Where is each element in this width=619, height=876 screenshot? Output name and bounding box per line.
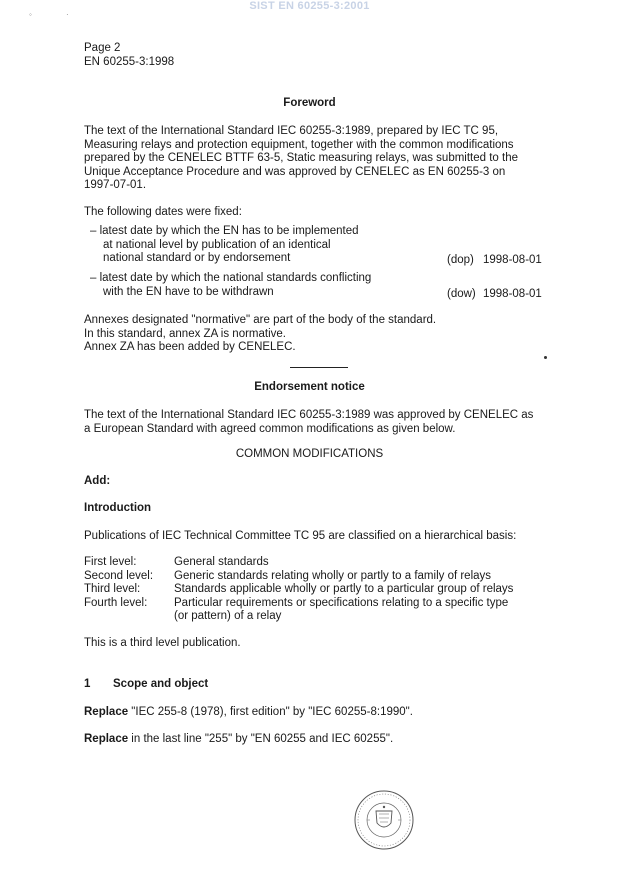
level-text: Standards applicable wholly or partly to a particular group of relays — [174, 583, 514, 595]
section-divider — [290, 367, 348, 368]
level-label: Third level: — [84, 583, 141, 595]
official-seal-stamp — [353, 789, 415, 851]
level-label: Fourth level: — [84, 596, 148, 609]
foreword-line: The text of the International Standard IEC 60255-3:1989, prepared by IEC TC 95, — [84, 125, 499, 137]
date-item-line: national standard or by endorsement — [103, 252, 291, 264]
annex-line: Annexes designated "normative" are part of the body of the standard. — [84, 314, 437, 326]
level-label: First level: — [84, 556, 137, 568]
intro-text: Publications of IEC Technical Committee TC 95 are classified on a hierarchical basis: — [84, 530, 517, 542]
date-item-line: at national level by publication of an identical — [103, 238, 331, 251]
replace-instruction — [84, 733, 393, 747]
section-title: Scope and object — [113, 678, 209, 690]
replace-instruction — [84, 706, 413, 720]
replace-text: "IEC 255-8 (1978), first edition" by "IEC 60255-8:1990". — [128, 706, 413, 718]
level-text: (or pattern) of a relay — [174, 610, 282, 622]
endorsement-line: a European Standard with agreed common modifications as given below. — [84, 422, 456, 435]
foreword-heading: Foreword — [283, 97, 336, 109]
annex-line: Annex ZA has been added by CENELEC. — [84, 341, 296, 353]
date-value: 1998-08-01 — [483, 288, 542, 300]
page-number: Page 2 — [84, 42, 121, 54]
endorsement-line: The text of the International Standard IEC 60255-3:1989 was approved by CENELEC as — [84, 409, 534, 421]
date-code: (dow) — [447, 288, 476, 300]
replace-verb: Replace — [84, 706, 129, 718]
scan-speck: · — [66, 10, 69, 19]
level-text: Particular requirements or specifications relating to a specific type — [174, 596, 509, 609]
level-text: Generic standards relating wholly or partly to a family of relays — [174, 569, 492, 582]
replace-verb: Replace — [84, 733, 129, 745]
foreword-line: 1997-07-01. — [84, 179, 147, 191]
date-item-line: – latest date by which the national standards conflicting — [90, 272, 372, 284]
annex-line: In this standard, annex ZA is normative. — [84, 327, 286, 340]
foreword-line: Unique Acceptance Procedure and was approved by CENELEC as EN 60255-3 on — [84, 165, 506, 178]
foreword-line: prepared by the CENELEC BTTF 63-5, Static measuring relays, was submitted to the — [84, 152, 518, 164]
watermark: SIST EN 60255-3:2001 — [249, 0, 370, 12]
date-value: 1998-08-01 — [483, 254, 542, 266]
dates-intro: The following dates were fixed: — [84, 206, 242, 218]
foreword-line: Measuring relays and protection equipment, together with the common modifications — [84, 138, 514, 151]
date-item-line: with the EN have to be withdrawn — [103, 286, 274, 298]
endorsement-heading: Endorsement notice — [254, 381, 365, 393]
scan-speck — [544, 356, 547, 359]
third-level-note: This is a third level publication. — [84, 637, 241, 649]
level-label: Second level: — [84, 569, 154, 582]
standard-id: EN 60255-3:1998 — [84, 56, 175, 68]
level-text: General standards — [174, 556, 269, 568]
scan-speck: ◦ — [29, 10, 32, 19]
add-label: Add: — [84, 475, 111, 487]
section-number: 1 — [84, 678, 91, 690]
date-item-line: – latest date by which the EN has to be implemented — [90, 225, 359, 237]
common-modifications-heading: COMMON MODIFICATIONS — [235, 448, 384, 460]
replace-text: in the last line "255" by "EN 60255 and IEC 60255". — [128, 733, 394, 745]
date-code: (dop) — [447, 254, 474, 266]
introduction-heading: Introduction — [84, 502, 152, 514]
